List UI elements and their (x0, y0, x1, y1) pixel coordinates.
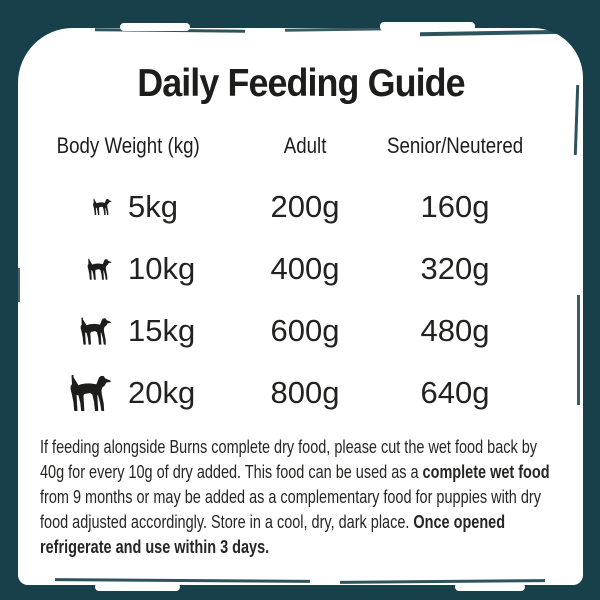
table-row (18, 300, 538, 362)
feeding-notes (40, 434, 560, 559)
weight-cell (18, 251, 238, 287)
table-row (18, 176, 538, 238)
dog-icon (58, 198, 112, 216)
table-row (18, 362, 538, 424)
senior-amount: 160g (420, 189, 490, 224)
page-title (18, 62, 583, 106)
feeding-table-rows (18, 176, 538, 424)
weight-cell (18, 189, 238, 225)
column-header-senior-neutered: Senior/Neutered (386, 133, 524, 158)
weight-value: 10kg (128, 251, 196, 286)
table-row (18, 238, 538, 300)
page-title-text: Daily Feeding Guide (136, 62, 465, 105)
senior-amount: 320g (420, 251, 490, 286)
weight-cell (18, 313, 238, 349)
weight-cell (18, 374, 238, 413)
column-header-adult: Adult (283, 133, 327, 158)
weight-value: 15kg (128, 313, 196, 348)
senior-amount: 480g (420, 313, 490, 348)
footer-text: from 9 months or may be added as a complementary food for puppies with dry food adjusted accordingly. Store in a cool, dry, dark place. (40, 486, 541, 532)
dog-icon (58, 374, 112, 413)
footer-text: If feeding alongside Burns complete dry food, please cut the wet food back by 40g for every 10g of dry added. This food can be used as a (40, 436, 538, 482)
adult-amount: 800g (270, 375, 340, 410)
adult-amount: 600g (270, 313, 340, 348)
table-header-row (18, 130, 538, 162)
weight-value: 20kg (128, 375, 196, 410)
dog-icon (58, 317, 112, 346)
adult-amount: 200g (270, 189, 340, 224)
column-header-body-weight: Body Weight (kg) (56, 133, 200, 158)
torn-paper-card (18, 28, 583, 585)
adult-amount: 400g (270, 251, 340, 286)
weight-value: 5kg (128, 189, 178, 224)
footer-bold-text: Once opened refrigerate and use within 3 days. (40, 511, 506, 557)
senior-amount: 640g (420, 375, 490, 410)
dog-icon (58, 258, 112, 281)
footer-bold-text: complete wet food (422, 461, 550, 482)
